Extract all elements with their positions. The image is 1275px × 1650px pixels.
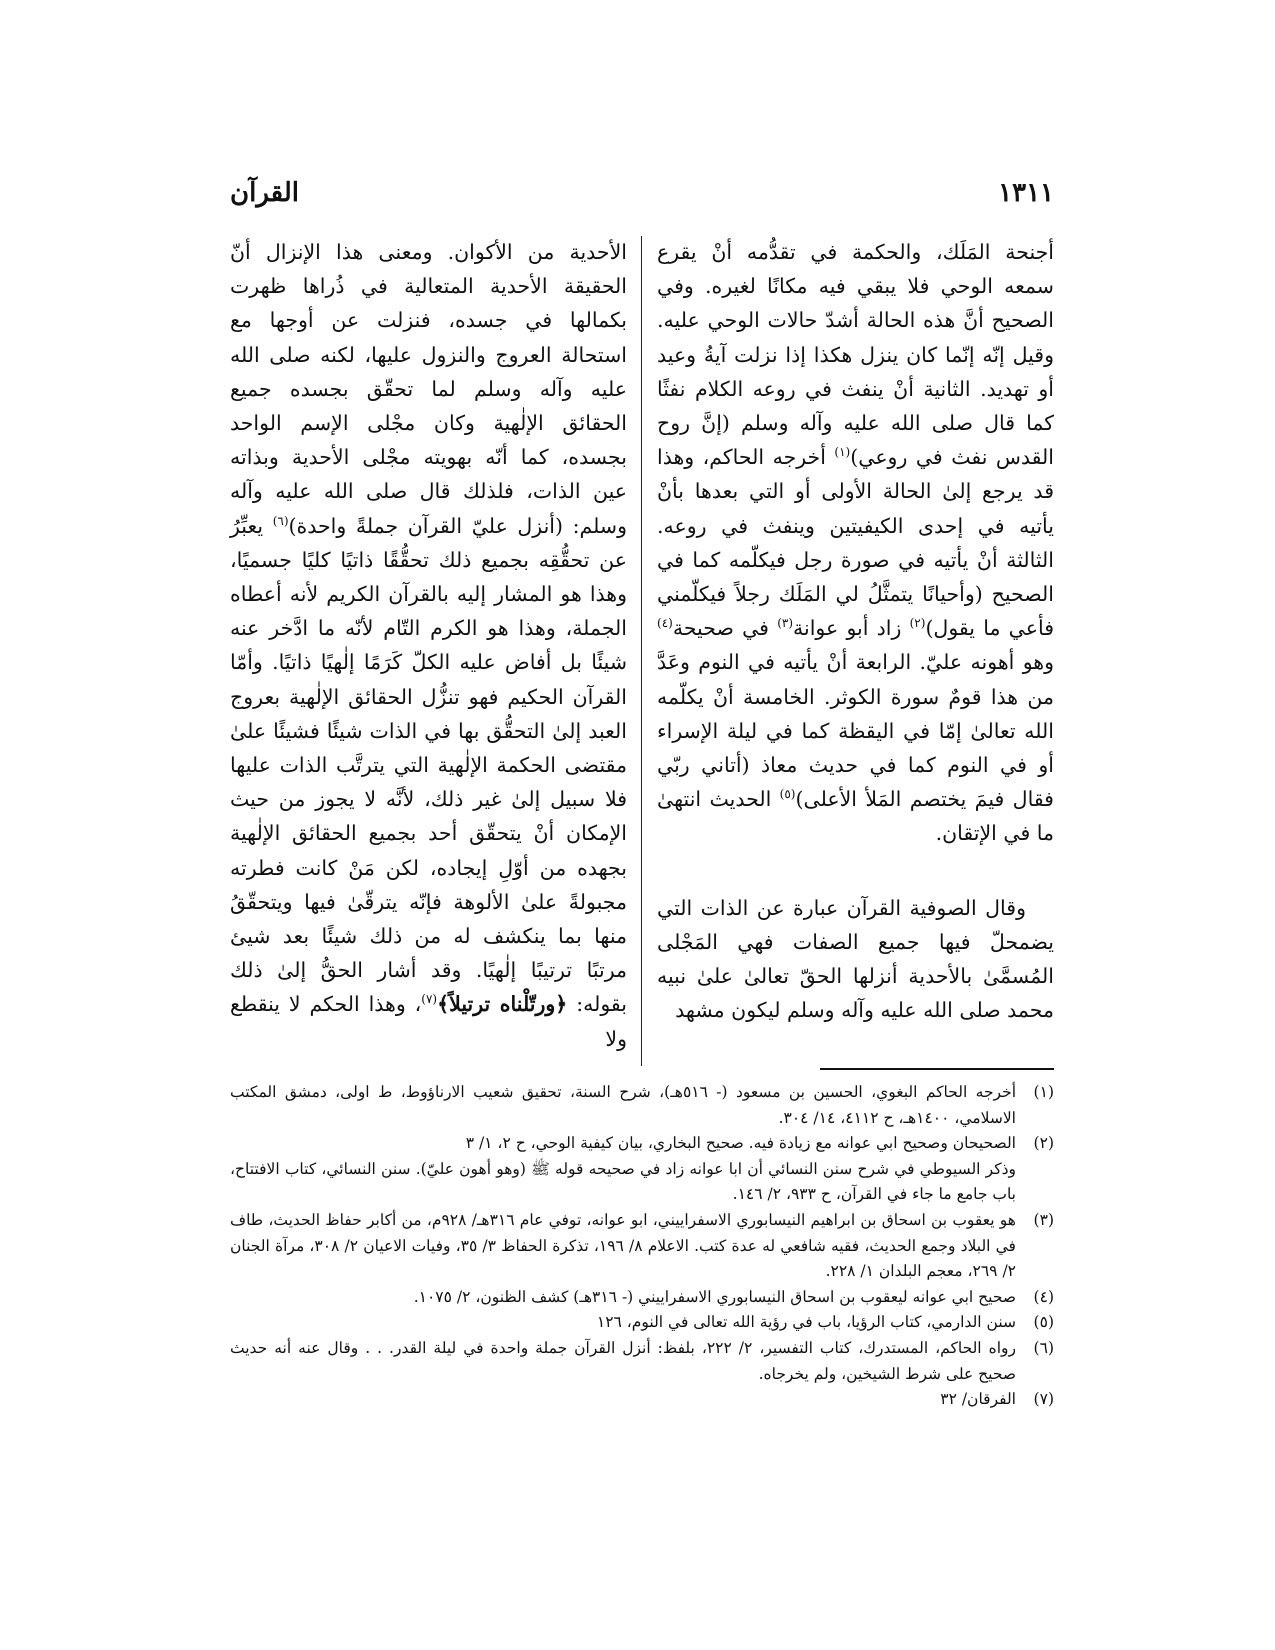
footnote-ref-5[interactable]: (٥): [779, 787, 796, 802]
footnote-7: [230, 1387, 1054, 1413]
footnote-text: [230, 1208, 1016, 1285]
footnote-ref-1[interactable]: (١): [834, 445, 851, 460]
right-column-paragraph-2: وقال الصوفية القرآن عبارة عن الذات التي يضمحلّ فيها جميع الصفات فهي المَجْلى المُسمَّىٰ بالأحدية أنزلها الحقّ تعالىٰ علىٰ نبيه محمد صلى الله عليه وآله وسلم ليكون مشهد: [657, 895, 1054, 1023]
page-header: [230, 178, 1054, 228]
text-segment: أخرجه الحاكم، وهذا قد يرجع إلىٰ الحالة الأولى أو التي بعدها بأنْ يأتيه في إحدى الكيفيتين وينفث في روعه. الثالثة أنْ يأتيه في صورة رجل فيكلّمه كما في الصحيح (وأحيانًا يتمثَّلُ لي المَلَك رجلاً فيكلّمني فأعي ما يقول): [657, 445, 1055, 641]
footnote-number: (٥): [1033, 1313, 1054, 1332]
footnote-4: [230, 1285, 1054, 1311]
page-number: ١٣١١: [998, 178, 1054, 208]
text-segment: وهو أهونه عليّ. الرابعة أنْ يأتيه في النوم وعَدَّ من هذا قومٌ سورة الكوثر. الخامسة أنْ يكلّمه الله تعالىٰ إمّا في اليقظة كما في ليلة الإسراء أو في النوم كما في حديث معاذ (أتاني ربّي فقال فيمَ يختصم المَلأ الأعلى): [657, 650, 1054, 812]
footnote-text: [230, 1080, 1016, 1131]
footnote-number: (١): [1033, 1083, 1054, 1101]
footnote-3: [230, 1208, 1054, 1285]
footnote-number: (٧): [1033, 1390, 1054, 1409]
left-column-paragraph: [230, 235, 627, 1056]
text-segment: أجنحة المَلَك، والحكمة في تقدُّمه أنْ يقرع سمعه الوحي فلا يبقي فيه مكانًا لغيره. وفي الصحيح أنَّ هذه الحالة أشدّ حالات الوحي عليه. وقيل إنّه إنّما كان ينزل هكذا إذا نزلت آيةُ وعيد أو تهديد. الثانية أنْ ينفث في روعه الكلام نفثًا كما قال صلى الله عليه وآله وسلم (إنَّ روح القدس نفث في روعي): [657, 240, 1054, 470]
footnote-ref-3[interactable]: (٣): [777, 616, 794, 631]
column-divider: [641, 236, 642, 1066]
footnote-number: (٤): [1033, 1287, 1054, 1306]
left-column: [230, 235, 627, 1056]
footnote-6: [230, 1336, 1054, 1387]
footnotes: [230, 1080, 1054, 1413]
footnote-line: وذكر السيوطي في شرح سنن النسائي أن ابا عوانه زاد في صحيحه قوله ﷺ (وهو أهون عليّ). سنن النسائي، كتاب الافتتاح، باب جامع ما جاء في القرآن، ح ٩٣٣، ٢/ ١٤٦.: [230, 1159, 1016, 1204]
footnote-text: [230, 1131, 1016, 1208]
footnote-text: [230, 1387, 1016, 1413]
footnote-ref-7[interactable]: (٧): [421, 992, 438, 1007]
right-column-paragraph-1: [657, 235, 1054, 851]
text-segment: في صحيحة: [672, 616, 778, 641]
right-column: [657, 235, 1054, 1027]
footnote-text: [230, 1336, 1016, 1387]
footnote-line: رواه الحاكم، المستدرك، كتاب التفسير، ٢/ ٢٢٢، بلفظ: أنزل القرآن جملة واحدة في ليلة القدر. . . وقال عنه أنه حديث صحيح على شرط الشيخين، ولم يخرجاه.: [230, 1338, 1016, 1383]
text-segment: الحديث انتهىٰ ما في الإتقان.: [657, 787, 1054, 846]
footnote-ref-6[interactable]: (٦): [272, 513, 289, 528]
footnote-line: الصحيحان وصحيح ابي عوانه مع زيادة فيه. صحيح البخاري، بيان كيفية الوحي، ح ٢، ١/ ٣: [465, 1134, 1016, 1153]
text-segment: زاد أبو عوانة: [793, 616, 910, 641]
text-segment: يعبِّرُ عن تحقُّقِه بجميع ذلك تحقُّقًا ذاتيًا كليًا جسميًا، وهذا هو المشار إليه بالقرآن الكريم لأنه أعطاه الجملة، وهذا هو الكرم التّام لأنّه ما ادَّخر عنه شيئًا بل أفاض عليه الكلّ كَرَمًا إلٰهيًا ذاتيًا. وأمّا القرآن الحكيم فهو تنزُّل الحقائق الإلٰهية بعروج العبد إلىٰ التحقُّق بها في الذات شيئًا فشيئًا علىٰ مقتضى الحكمة الإلٰهية التي يترتَّب الذات عليها فلا سبيل إلىٰ غير ذلك، لأنَّه لا يجوز من حيث الإمكان أنْ يتحقّق أحد بجميع الحقائق الإلٰهية بجهده من أوّلِ إيجاده، لكن مَنْ كانت فطرته مجبولةً علىٰ الألوهة فإنّه يترقّىٰ فيها ويتحقّقُ منها بما ينكشف له من ذلك شيئًا بعد شيئ مرتبًا ترتيبًا إلٰهيًا. وقد أشار الحقُّ إلىٰ ذلك بقوله:: [230, 513, 628, 1017]
footnote-ref-4[interactable]: (٤): [657, 616, 673, 631]
footnote-1: [230, 1080, 1054, 1131]
footnote-number: (٦): [1033, 1338, 1054, 1357]
footnote-line: هو يعقوب بن اسحاق بن ابراهيم النيسابوري الاسفراييني، ابو عوانه، توفي عام ٣١٦هـ/ ٩٢٨م، من أكابر حفاظ الحديث، طاف في البلاد وجمع الحديث، فقيه شافعي له عدة كتب. الاعلام ٨/ ١٩٦، تذكرة الحفاظ ٣/ ٣٥، وفيات الاعيان ٢/ ٣٠٨، مرآة الجنان ٢/ ٢٦٩، معجم البلدان ١/ ٢٢٨.: [230, 1210, 1016, 1281]
footnote-5: [230, 1310, 1054, 1336]
footnote-text: [230, 1285, 1016, 1311]
footnote-line: صحيح ابي عوانه ليعقوب بن اسحاق النيسابوري الاسفراييني (- ٣١٦هـ) كشف الظنون، ٢/ ١٠٧٥.: [413, 1287, 1016, 1306]
footnote-ref-2[interactable]: (٢): [909, 616, 926, 631]
footnote-number: (٣): [1033, 1210, 1054, 1229]
footnote-line: سنن الدارمي، كتاب الرؤيا، باب في رؤية الله تعالى في النوم، ١٢٦: [596, 1313, 1016, 1332]
text-segment: الأحدية من الأكوان. ومعنى هذا الإنزال أنّ الحقيقة الأحدية المتعالية في ذُراها ظهرت بكمالها في جسده، فنزلت عن أوجها مع استحالة العروج والنزول عليها، لكنه صلى الله عليه وآله وسلم لما تحقّق بجسده جميع الحقائق الإلٰهية وكان مجْلى الإسم الواحد بجسده، كما أنّه بهويته مجْلى الأحدية وبذاته عين الذات، فلذلك قال صلى الله عليه وآله وسلم: (أنزل عليّ القرآن جملةً واحدة): [230, 240, 627, 538]
quran-verse: ﴿ورتّلْناه ترتيلاً﴾: [437, 992, 568, 1017]
footnote-line: أخرجه الحاكم البغوي، الحسين بن مسعود (- ٥١٦هـ)، شرح السنة، تحقيق شعيب الارناؤوط، ط اولى، دمشق المكتب الاسلامي، ١٤٠٠هـ، ح ٤١١٢، ١٤/ ٣٠٤.: [230, 1083, 1016, 1127]
running-title: القرآن: [230, 178, 299, 208]
footnote-line: الفرقان/ ٣٢: [940, 1390, 1016, 1409]
footnote-text: [230, 1310, 1016, 1336]
text-segment: ، وهذا الحكم لا ينقطع ولا: [230, 992, 627, 1051]
footnote-separator: [820, 1068, 1054, 1070]
footnote-2: [230, 1131, 1054, 1208]
footnote-number: (٢): [1033, 1134, 1054, 1153]
